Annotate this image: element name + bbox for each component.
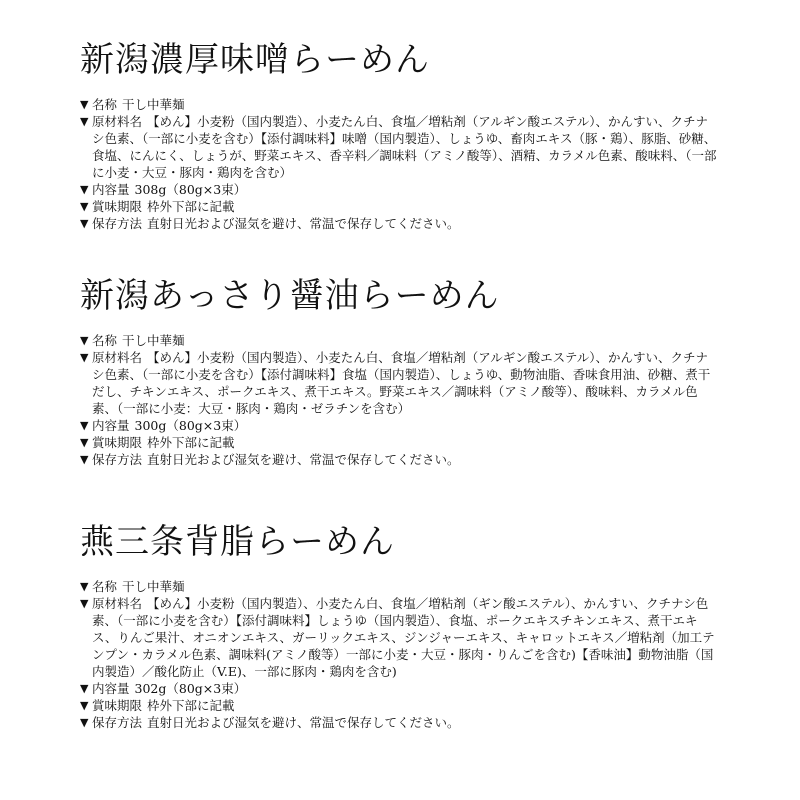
spec-value: 直射日光および湿気を避け、常温で保存してください。	[147, 715, 460, 730]
spec-net-weight	[80, 181, 720, 198]
spec-ingredients	[80, 595, 720, 680]
spec-label: 賞味期限	[92, 698, 143, 713]
spec-ingredients	[80, 113, 720, 181]
spec-label: 賞味期限	[92, 199, 143, 214]
spec-value: 枠外下部に記載	[147, 698, 235, 713]
spec-best-before	[80, 434, 720, 451]
spec-value: 干し中華麺	[122, 97, 185, 112]
spec-list	[80, 332, 720, 468]
product-title: 新潟あっさり醤油らーめん	[80, 276, 500, 316]
spec-list	[80, 578, 720, 731]
spec-label: 原材料名	[92, 596, 143, 611]
spec-best-before	[80, 198, 720, 215]
spec-value: 枠外下部に記載	[147, 199, 235, 214]
spec-net-weight	[80, 417, 720, 434]
spec-label: 保存方法	[92, 216, 143, 231]
spec-label: 内容量	[92, 182, 130, 197]
spec-label: 保存方法	[92, 715, 143, 730]
spec-label: 名称	[92, 333, 118, 348]
product-title: 新潟濃厚味噌らーめん	[80, 40, 430, 80]
spec-best-before	[80, 697, 720, 714]
spec-value: 【めん】小麦粉（国内製造）、小麦たん白、食塩／増粘剤（アルギン酸エステル）、かんすい、クチナシ色素、（一部に小麦を含む）【添付調味料】味噌（国内製造）、しょうゆ、畜肉エキス（豚・鶏）、豚脂、砂糖、食塩、にんにく、しょうが、野菜エキス、香辛料／調味料（アミノ酸等）、酒精、カラメル色素、酸味料、（一部に小麦・大豆・豚肉・鶏肉を含む）	[92, 114, 717, 180]
spec-value: 【めん】小麦粉（国内製造）、小麦たん白、食塩／増粘剤（ギン酸エステル）、かんすい、クチナシ色素、（一部に小麦を含む）【添付調味料】しょうゆ（国内製造）、食塩、ポークエキスチキンエキス、煮干エキス、りんご果汁、オニオンエキス、ガーリックエキス、ジンジャーエキス、キャロットエキス／増粘剤（加工テンプン・カラメル色素、調味料(アミノ酸等）一部に小麦・大豆・豚肉・りんごを含む)【香味油】動物油脂（国内製造）／酸化防止（V.E)、一部に豚肉・鶏肉を含む)	[92, 596, 715, 679]
spec-value: 直射日光および湿気を避け、常温で保存してください。	[147, 216, 460, 231]
spec-value: 干し中華麺	[122, 579, 185, 594]
spec-storage	[80, 451, 720, 468]
spec-value: 300g（80g×3束）	[134, 418, 247, 433]
spec-label: 名称	[92, 579, 118, 594]
spec-name	[80, 96, 720, 113]
spec-label: 内容量	[92, 418, 130, 433]
spec-label: 原材料名	[92, 114, 143, 129]
spec-label: 名称	[92, 97, 118, 112]
spec-storage	[80, 714, 720, 731]
spec-value: 干し中華麺	[122, 333, 185, 348]
spec-name	[80, 332, 720, 349]
spec-value: 枠外下部に記載	[147, 435, 235, 450]
spec-name	[80, 578, 720, 595]
spec-storage	[80, 215, 720, 232]
product-title: 燕三条背脂らーめん	[80, 522, 395, 562]
spec-label: 内容量	[92, 681, 130, 696]
spec-value: 【めん】小麦粉（国内製造）、小麦たん白、食塩／増粘剤（アルギン酸エステル）、かんすい、クチナシ色素、（一部に小麦を含む）【添付調味料】食塩（国内製造）、しょうゆ、動物油脂、香味食用油、砂糖、煮干だし、チキンエキス、ポークエキス、煮干エキス。野菜エキス／調味料（アミノ酸等）、酸味料、カラメル色素、（一部に小麦：大豆・豚肉・鶏肉・ゼラチンを含む）	[92, 350, 711, 416]
product-miso	[80, 38, 720, 232]
spec-list	[80, 96, 720, 232]
spec-label: 賞味期限	[92, 435, 143, 450]
spec-ingredients	[80, 349, 720, 417]
spec-value: 308g（80g×3束）	[134, 182, 247, 197]
spec-net-weight	[80, 680, 720, 697]
product-shoyu	[80, 274, 720, 468]
spec-label: 保存方法	[92, 452, 143, 467]
spec-value: 直射日光および湿気を避け、常温で保存してください。	[147, 452, 460, 467]
spec-label: 原材料名	[92, 350, 143, 365]
product-seabura	[80, 520, 720, 731]
spec-value: 302g（80g×3束）	[134, 681, 247, 696]
